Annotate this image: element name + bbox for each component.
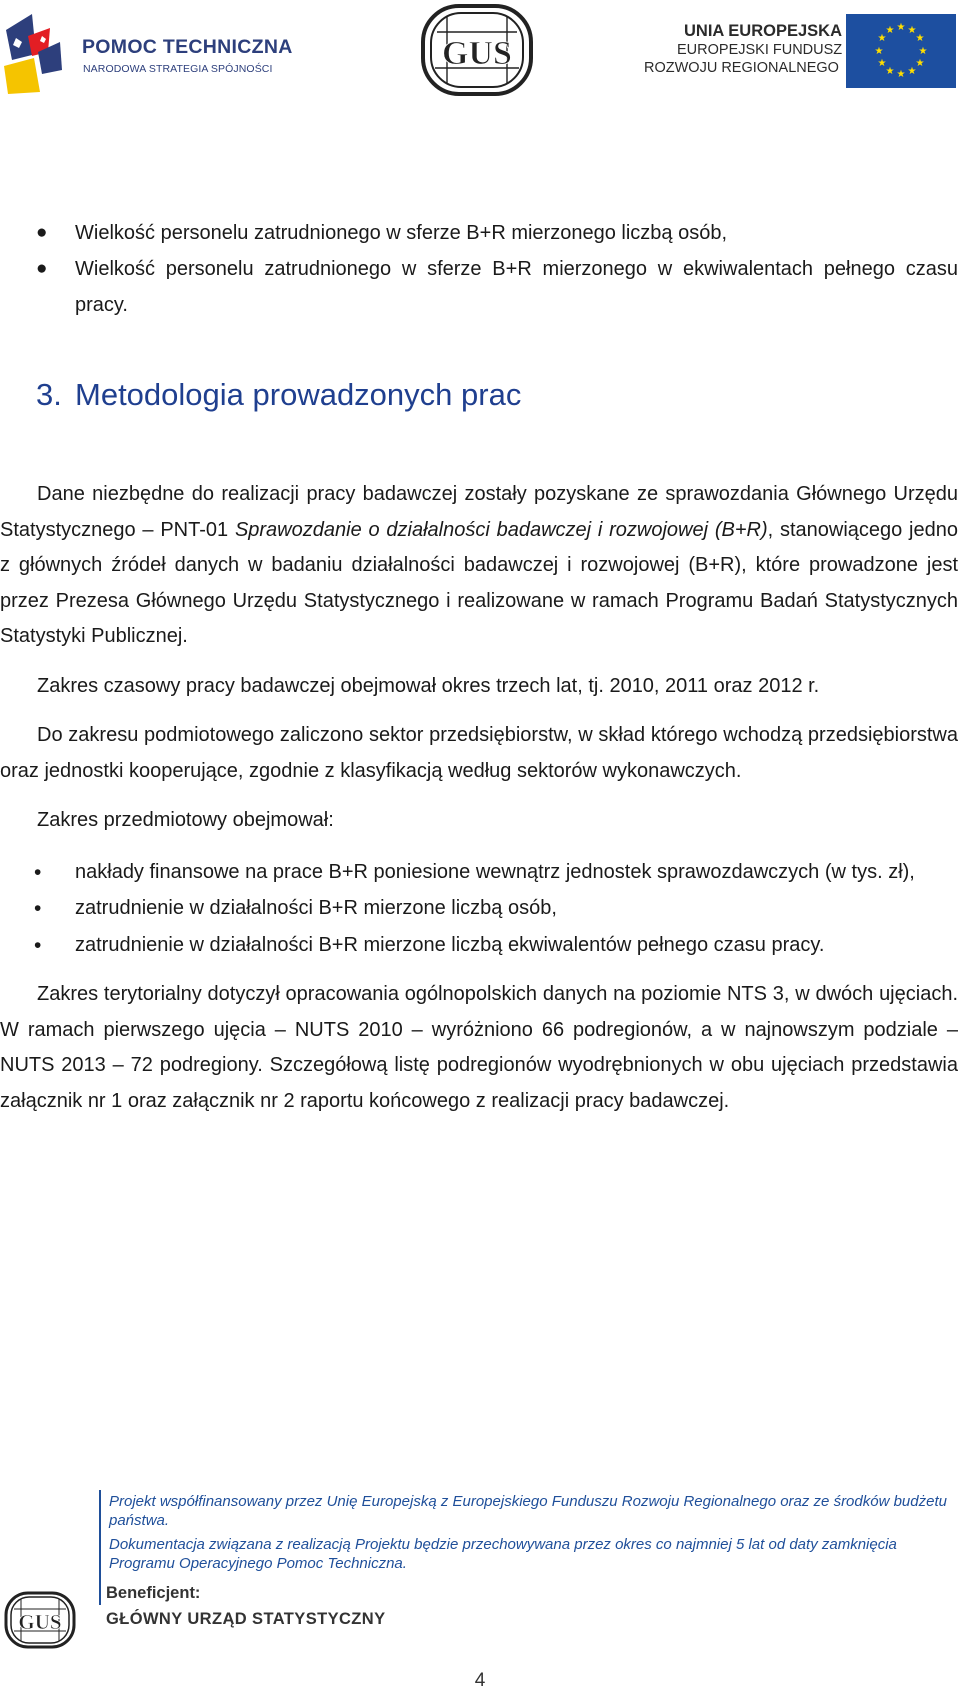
document-body	[0, 215, 958, 1119]
paragraph-object-scope: Zakres przedmiotowy obejmował:	[37, 809, 334, 831]
report-title: Sprawozdanie o działalności badawczej i rozwojowej (B+R)	[234, 518, 768, 541]
beneficiary-label: Beneficjent:	[106, 1584, 201, 1602]
pomoc-techniczna-mark-icon	[2, 8, 64, 96]
svg-text:★: ★	[885, 25, 895, 36]
section-number: 3.	[36, 377, 62, 412]
bullet-icon: •	[34, 897, 42, 920]
svg-text:★: ★	[896, 22, 906, 33]
paragraph-data-source: Dane niezbędne do realizacji pracy badawczej zostały pozyskane ze sprawozdania Głównego Urzędu Statystycznego – PNT-01 Sprawozdanie o działalności badawczej i rozwojowej (B+R), stanowiącego jedno z głównych źródeł danych w badaniu działalności badawczej i rozwojowej (B+R), które prowadzone jest przez Prezesa Głównego Urzędu Statystycznego i realizowane w ramach Programu Badań Statystycznych Statystyki Publicznej.	[0, 483, 958, 647]
eu-logo	[640, 12, 958, 88]
paragraph-time-scope: Zakres czasowy pracy badawczej obejmował okres trzech lat, tj. 2010, 2011 oraz 2012 r.	[37, 674, 820, 697]
list-item: ● Wielkość personelu zatrudnionego w sferze B+R mierzonego liczbą osób,	[0, 215, 958, 251]
list-item: • zatrudnienie w działalności B+R mierzone liczbą ekwiwalentów pełnego czasu pracy.	[0, 928, 958, 964]
bullet-icon: •	[34, 860, 42, 884]
svg-text:★: ★	[907, 66, 917, 77]
page-header	[0, 0, 960, 100]
intro-list	[0, 215, 958, 323]
eu-flag-icon	[846, 14, 956, 88]
gus-emblem-text: GUS	[442, 35, 512, 72]
paragraph-territorial-scope: Zakres terytorialny dotyczył opracowania ogólnopolskich danych na poziomie NTS 3, w dwóch ujęciach. W ramach pierwszego ujęcia – NUTS 2010 – wyróżniono 66 podregionów, a w najnowszym podziale – NUTS 2013 – 72 podregiony. Szczegółową listę podregionów wyodrębnionych w obu ujęciach przedstawia załącznik nr 1 oraz załącznik nr 2 raportu końcowego z realizacji pracy badawczej.	[0, 983, 958, 1112]
list-item: • nakłady finansowe na prace B+R poniesione wewnątrz jednostek sprawozdawczych (w tys. zł),	[0, 855, 958, 891]
scope-list	[0, 855, 958, 964]
eu-fund-line2: ROZWOJU REGIONALNEGO	[644, 60, 839, 76]
gus-emblem-text: GUS	[18, 1610, 62, 1634]
gus-emblem-icon	[2, 1590, 78, 1650]
section-title: Metodologia prowadzonych prac	[75, 377, 522, 412]
eu-title: UNIA EUROPEJSKA	[684, 22, 842, 40]
bullet-icon: ●	[36, 222, 48, 243]
paragraph-subject-scope: Do zakresu podmiotowego zaliczono sektor przedsiębiorstw, w skład którego wchodzą przedsiębiorstwa oraz jednostki kooperujące, zgodnie z klasyfikacją według sektorów wykonawczych.	[0, 724, 958, 782]
footer-documentation-note: Dokumentacja związana z realizacją Projektu będzie przechowywana przez okres co najmniej 5 lat od daty zamknięcia Programu Operacyjnego Pomoc Techniczna.	[109, 1536, 897, 1572]
pomoc-techniczna-title: POMOC TECHNICZNA	[82, 36, 293, 58]
gus-emblem-icon	[417, 2, 537, 98]
list-item: • zatrudnienie w działalności B+R mierzone liczbą osób,	[0, 891, 958, 927]
svg-text:★: ★	[907, 25, 917, 36]
section-heading	[36, 375, 958, 415]
svg-text:★: ★	[915, 33, 925, 44]
eu-fund-line1: EUROPEJSKI FUNDUSZ	[677, 42, 843, 58]
footer-divider	[99, 1490, 101, 1605]
bullet-icon: •	[34, 933, 42, 957]
beneficiary-name: GŁÓWNY URZĄD STATYSTYCZNY	[106, 1610, 386, 1628]
svg-text:★: ★	[874, 46, 884, 57]
svg-text:★: ★	[877, 33, 887, 44]
svg-text:★: ★	[915, 58, 925, 69]
list-item: ● Wielkość personelu zatrudnionego w sferze B+R mierzonego w ekwiwalentach pełnego czasu pracy.	[0, 251, 958, 323]
bullet-icon: ●	[36, 258, 48, 279]
svg-text:★: ★	[885, 66, 895, 77]
svg-text:★: ★	[918, 46, 928, 57]
svg-text:★: ★	[877, 58, 887, 69]
pomoc-techniczna-subtitle: NARODOWA STRATEGIA SPÓJNOŚCI	[83, 63, 273, 75]
footer-cofinance-note: Projekt współfinansowany przez Unię Europejską z Europejskiego Funduszu Rozwoju Regionalnego oraz ze środków budżetu państwa.	[109, 1493, 947, 1529]
page-number: 4	[474, 1670, 486, 1691]
pomoc-techniczna-logo	[2, 4, 302, 96]
svg-text:★: ★	[896, 69, 906, 80]
page-footer	[0, 1490, 960, 1696]
